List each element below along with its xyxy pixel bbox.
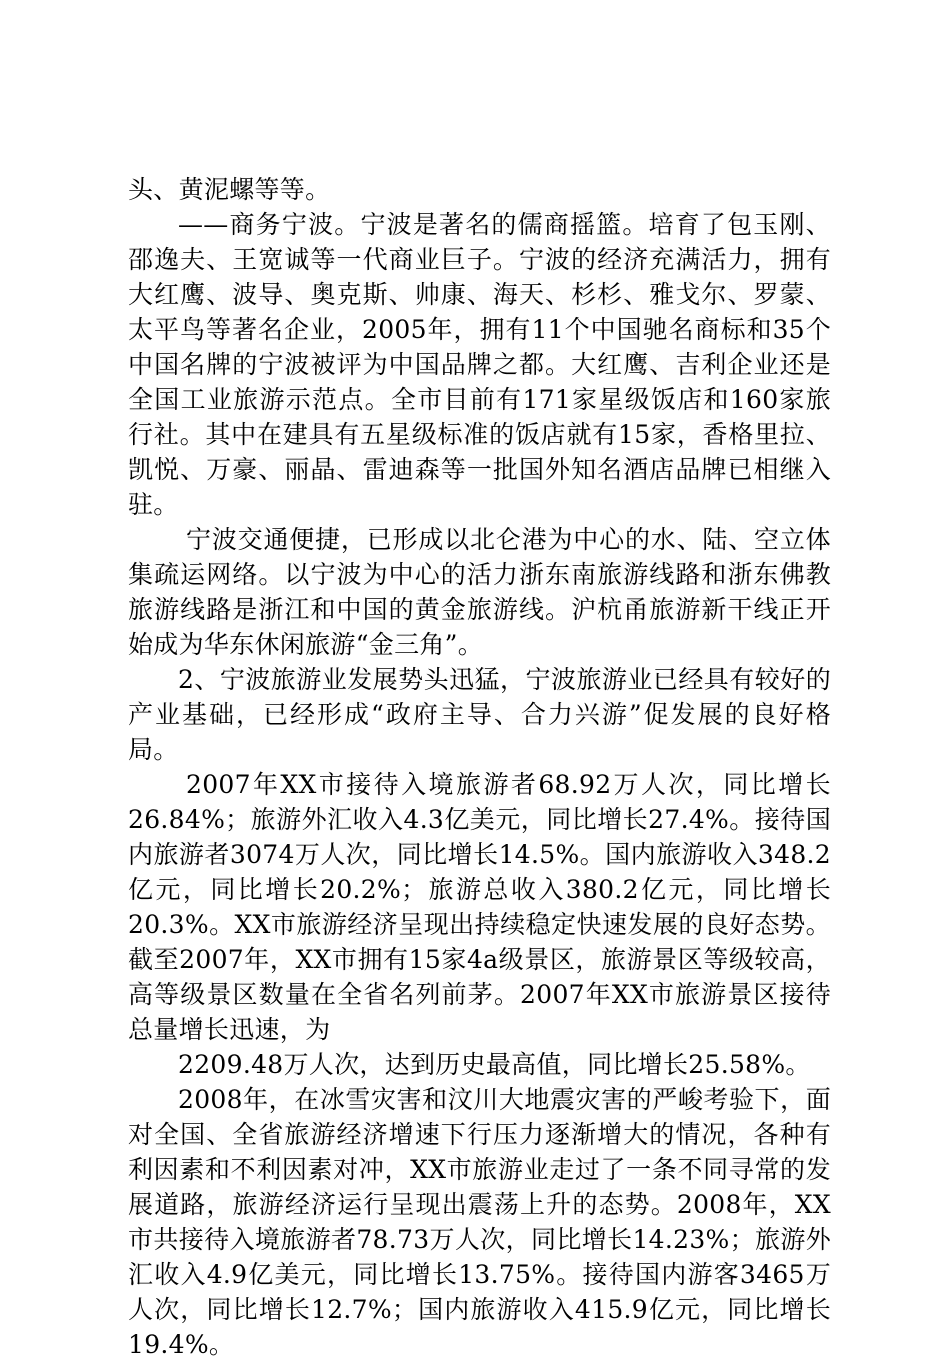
paragraph-3: 宁波交通便捷，已形成以北仑港为中心的水、陆、空立体集疏运网络。以宁波为中心的活力浙东南旅游线路和浙东佛教旅游线路是浙江和中国的黄金旅游线。沪杭甬旅游新干线正开始成为华东休闲旅游“金三角”。 — [128, 525, 831, 659]
paragraph-1: 头、黄泥螺等等。 — [128, 175, 331, 204]
paragraph-4: 2、宁波旅游业发展势头迅猛，宁波旅游业已经具有较好的产业基础，已经形成“政府主导、合力兴游”促发展的良好格局。 — [128, 665, 831, 764]
document-page — [128, 172, 831, 1362]
paragraph-5: 2007年XX市接待入境旅游者68.92万人次，同比增长26.84%；旅游外汇收入4.3亿美元，同比增长27.4%。接待国内旅游者3074万人次，同比增长14.5%。国内旅游收入348.2亿元，同比增长20.2%；旅游总收入380.2亿元，同比增长20.3%。XX市旅游经济呈现出持续稳定快速发展的良好态势。截至2007年，XX市拥有15家4a级景区，旅游景区等级较高，高等级景区数量在全省名列前茅。2007年XX市旅游景区接待总量增长迅速，为 — [128, 770, 831, 1044]
paragraph-2: ——商务宁波。宁波是著名的儒商摇篮。培育了包玉刚、邵逸夫、王宽诚等一代商业巨子。宁波的经济充满活力，拥有大红鹰、波导、奥克斯、帅康、海天、杉杉、雅戈尔、罗蒙、太平鸟等著名企业，2005年，拥有11个中国驰名商标和35个中国名牌的宁波被评为中国品牌之都。大红鹰、吉利企业还是全国工业旅游示范点。全市目前有171家星级饭店和160家旅行社。其中在建具有五星级标准的饭店就有15家，香格里拉、凯悦、万豪、丽晶、雷迪森等一批国外知名酒店品牌已相继入驻。 — [128, 210, 831, 519]
paragraph-7: 2008年，在冰雪灾害和汶川大地震灾害的严峻考验下，面对全国、全省旅游经济增速下行压力逐渐增大的情况，各种有利因素和不利因素对冲，XX市旅游业走过了一条不同寻常的发展道路，旅游经济运行呈现出震荡上升的态势。2008年，XX市共接待入境旅游者78.73万人次，同比增长14.23%；旅游外汇收入4.9亿美元，同比增长13.75%。接待国内游客3465万人次，同比增长12.7%；国内旅游收入415.9亿元，同比增长19.4%。 — [128, 1085, 831, 1359]
paragraph-6: 2209.48万人次，达到历史最高值，同比增长25.58%。 — [178, 1050, 811, 1079]
